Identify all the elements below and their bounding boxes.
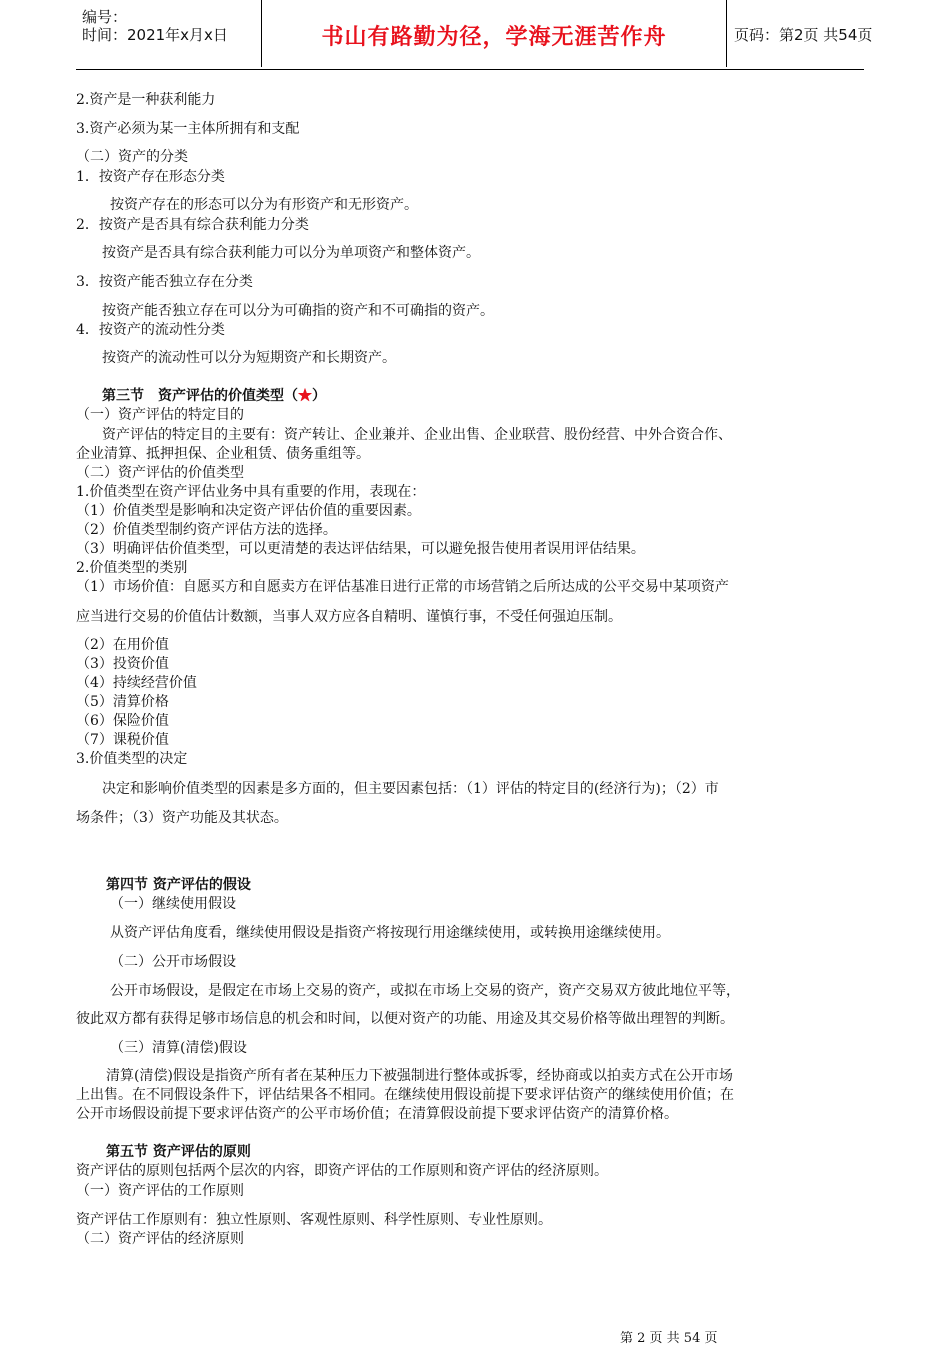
body-line: 企业清算、抵押担保、企业租赁、债务重组等。 bbox=[76, 446, 370, 462]
body-line: （三）清算(清偿)假设 bbox=[110, 1040, 247, 1056]
section-heading: 第四节 资产评估的假设 bbox=[106, 877, 251, 893]
header-page-cell bbox=[726, 0, 873, 67]
section-heading bbox=[102, 389, 326, 403]
page-header bbox=[76, 0, 873, 70]
body-line: 4．按资产的流动性分类 bbox=[76, 322, 225, 338]
section-title: 第三节 资产评估的价值类型（ bbox=[102, 388, 298, 404]
body-line: （二）公开市场假设 bbox=[110, 954, 236, 970]
body-line: 公开市场假设前提下要求评估资产的公平市场价值；在清算假设前提下要求评估资产的清算价格。 bbox=[76, 1106, 678, 1122]
body-line: 按资产是否具有综合获利能力可以分为单项资产和整体资产。 bbox=[102, 245, 480, 261]
body-line: （1）市场价值：自愿买方和自愿卖方在评估基准日进行正常的市场营销之后所达成的公平交易中某项资产 bbox=[76, 579, 729, 595]
body-line: 清算(清偿)假设是指资产所有者在某种压力下被强制进行整体或拆零，经协商或以拍卖方式在公开市场 bbox=[106, 1068, 733, 1084]
body-line: 彼此双方都有获得足够市场信息的机会和时间，以便对资产的功能、用途及其交易价格等做出理智的判断。 bbox=[76, 1011, 734, 1027]
body-line: 2.价值类型的类别 bbox=[76, 560, 188, 576]
body-line: 1.价值类型在资产评估业务中具有重要的作用，表现在： bbox=[76, 484, 426, 500]
header-motto-cell bbox=[261, 0, 727, 67]
body-line: （一）继续使用假设 bbox=[110, 896, 236, 912]
body-line: （4）持续经营价值 bbox=[76, 675, 197, 691]
body-line: （一）资产评估的特定目的 bbox=[76, 407, 244, 423]
document-time-label: 时间：2021年x月x日 bbox=[82, 26, 228, 44]
body-line: （2）价值类型制约资产评估方法的选择。 bbox=[76, 522, 337, 538]
body-line: 资产评估的特定目的主要有：资产转让、企业兼并、企业出售、企业联营、股份经营、中外合资合作、 bbox=[102, 427, 732, 443]
body-line: 场条件；（3）资产功能及其状态。 bbox=[76, 810, 288, 826]
header-page-info: 页码：第2页 共54页 bbox=[734, 26, 873, 44]
header-meta-cell bbox=[76, 0, 261, 67]
body-line: （1）价值类型是影响和决定资产评估价值的重要因素。 bbox=[76, 503, 421, 519]
section-title-close: ） bbox=[312, 388, 326, 404]
body-line: 2.资产是一种获利能力 bbox=[76, 92, 216, 108]
star-icon: ★ bbox=[298, 388, 312, 404]
body-line: 资产评估的原则包括两个层次的内容，即资产评估的工作原则和资产评估的经济原则。 bbox=[76, 1163, 608, 1179]
body-line: （5）清算价格 bbox=[76, 694, 169, 710]
body-line: 按资产存在的形态可以分为有形资产和无形资产。 bbox=[110, 197, 418, 213]
body-line: 从资产评估角度看，继续使用假设是指资产将按现行用途继续使用，或转换用途继续使用。 bbox=[110, 925, 670, 941]
document-number-label: 编号： bbox=[82, 8, 128, 26]
body-line: 决定和影响价值类型的因素是多方面的，但主要因素包括：（1）评估的特定目的(经济行为)；（2）市 bbox=[102, 781, 719, 797]
body-line: （一）资产评估的工作原则 bbox=[76, 1183, 244, 1199]
body-line: （3）投资价值 bbox=[76, 656, 169, 672]
body-line: （7）课税价值 bbox=[76, 732, 169, 748]
body-line: 按资产能否独立存在可以分为可确指的资产和不可确指的资产。 bbox=[102, 303, 494, 319]
body-line: （6）保险价值 bbox=[76, 713, 169, 729]
body-line: 3.价值类型的决定 bbox=[76, 751, 188, 767]
body-line: 应当进行交易的价值估计数额，当事人双方应各自精明、谨慎行事，不受任何强迫压制。 bbox=[76, 609, 622, 625]
body-line: （二）资产评估的价值类型 bbox=[76, 465, 244, 481]
body-line: 按资产的流动性可以分为短期资产和长期资产。 bbox=[102, 350, 396, 366]
body-line: 公开市场假设，是假定在市场上交易的资产，或拟在市场上交易的资产，资产交易双方彼此地位平等， bbox=[110, 983, 740, 999]
page-footer: 第 2 页 共 54 页 bbox=[620, 1331, 718, 1346]
body-line: 3.资产必须为某一主体所拥有和支配 bbox=[76, 121, 300, 137]
header-motto: 书山有路勤为径，学海无涯苦作舟 bbox=[321, 25, 667, 50]
body-line: （3）明确评估价值类型，可以更清楚的表达评估结果，可以避免报告使用者误用评估结果。 bbox=[76, 541, 645, 557]
body-line: 上出售。在不同假设条件下，评估结果各不相同。在继续使用假设前提下要求评估资产的继续使用价值；在 bbox=[76, 1087, 734, 1103]
body-line: 2．按资产是否具有综合获利能力分类 bbox=[76, 217, 309, 233]
body-line: 3．按资产能否独立存在分类 bbox=[76, 274, 253, 290]
body-line: （2）在用价值 bbox=[76, 637, 169, 653]
body-line: （二）资产评估的经济原则 bbox=[76, 1231, 244, 1247]
body-line: 资产评估工作原则有：独立性原则、客观性原则、科学性原则、专业性原则。 bbox=[76, 1212, 552, 1228]
body-line: 1．按资产存在形态分类 bbox=[76, 169, 225, 185]
section-heading: 第五节 资产评估的原则 bbox=[106, 1144, 251, 1160]
body-line: （二）资产的分类 bbox=[76, 149, 188, 165]
